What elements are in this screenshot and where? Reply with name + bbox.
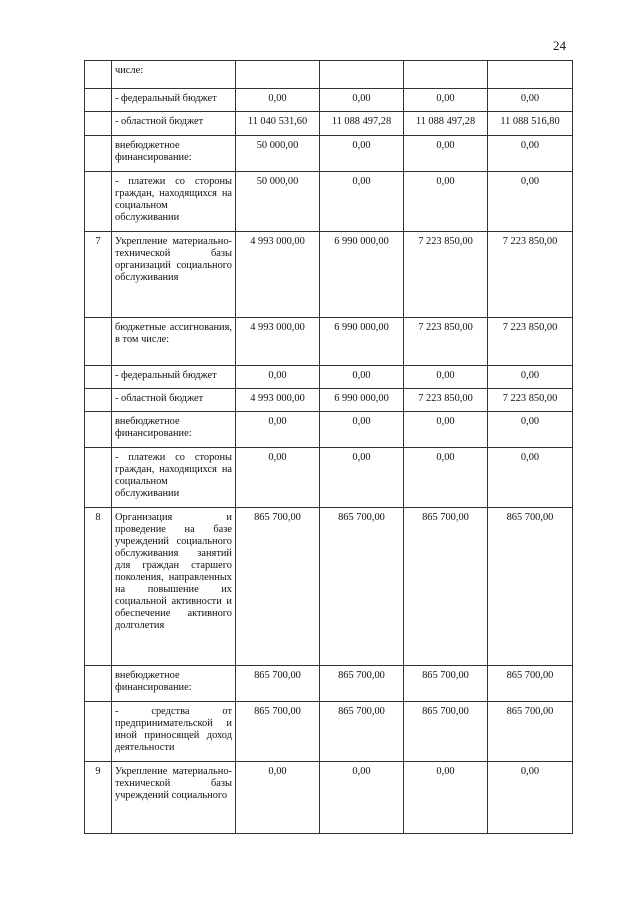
table-row bbox=[85, 112, 573, 136]
row-description: внебюджетное финансирование: bbox=[112, 666, 236, 702]
value-cell: 6 990 000,00 bbox=[320, 389, 404, 412]
table-row bbox=[85, 702, 573, 762]
value-cell: 7 223 850,00 bbox=[404, 389, 488, 412]
table-row bbox=[85, 366, 573, 389]
value-cell bbox=[404, 61, 488, 89]
table-row bbox=[85, 448, 573, 508]
value-cell: 865 700,00 bbox=[236, 702, 320, 762]
value-cell: 7 223 850,00 bbox=[488, 232, 573, 318]
row-number bbox=[85, 172, 112, 232]
row-description: Укрепление материально-технической базы организаций социального обслуживания bbox=[112, 232, 236, 318]
value-cell: 0,00 bbox=[404, 448, 488, 508]
row-description: внебюджетное финансирование: bbox=[112, 136, 236, 172]
row-description: внебюджетное финансирование: bbox=[112, 412, 236, 448]
value-cell: 0,00 bbox=[404, 366, 488, 389]
value-cell: 865 700,00 bbox=[236, 666, 320, 702]
table-row bbox=[85, 172, 573, 232]
value-cell: 0,00 bbox=[488, 172, 573, 232]
value-cell bbox=[320, 61, 404, 89]
table-row bbox=[85, 666, 573, 702]
value-cell: 7 223 850,00 bbox=[404, 318, 488, 366]
value-cell: 0,00 bbox=[404, 412, 488, 448]
value-cell: 7 223 850,00 bbox=[488, 389, 573, 412]
value-cell: 50 000,00 bbox=[236, 136, 320, 172]
value-cell: 0,00 bbox=[320, 448, 404, 508]
row-number bbox=[85, 136, 112, 172]
table-row bbox=[85, 412, 573, 448]
row-number bbox=[85, 448, 112, 508]
row-description: - федеральный бюджет bbox=[112, 89, 236, 112]
value-cell: 0,00 bbox=[320, 172, 404, 232]
value-cell: 6 990 000,00 bbox=[320, 318, 404, 366]
row-description: - областной бюджет bbox=[112, 389, 236, 412]
row-number bbox=[85, 666, 112, 702]
value-cell: 4 993 000,00 bbox=[236, 318, 320, 366]
row-number bbox=[85, 61, 112, 89]
value-cell: 865 700,00 bbox=[404, 666, 488, 702]
value-cell: 865 700,00 bbox=[488, 666, 573, 702]
value-cell: 11 088 497,28 bbox=[320, 112, 404, 136]
row-description: Организация и проведение на базе учреждений социального обслуживания занятий для граждан старшего поколения, направленных на повышение их социальной активности и обеспечение активного долголетия bbox=[112, 508, 236, 666]
value-cell: 865 700,00 bbox=[236, 508, 320, 666]
table-row bbox=[85, 762, 573, 834]
value-cell: 7 223 850,00 bbox=[404, 232, 488, 318]
budget-table bbox=[84, 60, 573, 834]
value-cell: 0,00 bbox=[320, 89, 404, 112]
value-cell: 4 993 000,00 bbox=[236, 389, 320, 412]
value-cell: 0,00 bbox=[404, 762, 488, 834]
row-description: бюджетные ассигнования, в том числе: bbox=[112, 318, 236, 366]
value-cell: 865 700,00 bbox=[320, 508, 404, 666]
value-cell: 0,00 bbox=[488, 136, 573, 172]
value-cell: 6 990 000,00 bbox=[320, 232, 404, 318]
value-cell: 0,00 bbox=[320, 366, 404, 389]
value-cell: 11 088 497,28 bbox=[404, 112, 488, 136]
value-cell: 0,00 bbox=[404, 172, 488, 232]
table-row bbox=[85, 136, 573, 172]
value-cell: 0,00 bbox=[236, 762, 320, 834]
row-number bbox=[85, 112, 112, 136]
value-cell: 865 700,00 bbox=[404, 508, 488, 666]
row-number bbox=[85, 702, 112, 762]
value-cell: 0,00 bbox=[488, 366, 573, 389]
row-number bbox=[85, 366, 112, 389]
value-cell: 0,00 bbox=[488, 89, 573, 112]
value-cell: 0,00 bbox=[236, 412, 320, 448]
value-cell: 865 700,00 bbox=[404, 702, 488, 762]
value-cell: 11 088 516,80 bbox=[488, 112, 573, 136]
value-cell: 0,00 bbox=[488, 762, 573, 834]
row-number bbox=[85, 89, 112, 112]
value-cell: 865 700,00 bbox=[320, 702, 404, 762]
value-cell: 865 700,00 bbox=[488, 702, 573, 762]
row-description: - платежи со стороны граждан, находящихся на социальном обслуживании bbox=[112, 172, 236, 232]
row-number bbox=[85, 318, 112, 366]
value-cell: 0,00 bbox=[320, 762, 404, 834]
table-row bbox=[85, 89, 573, 112]
row-number: 9 bbox=[85, 762, 112, 834]
row-description: Укрепление материально-технической базы учреждений социального bbox=[112, 762, 236, 834]
row-number bbox=[85, 412, 112, 448]
value-cell: 0,00 bbox=[236, 366, 320, 389]
value-cell: 50 000,00 bbox=[236, 172, 320, 232]
table-row bbox=[85, 232, 573, 318]
table-row bbox=[85, 508, 573, 666]
row-number: 8 bbox=[85, 508, 112, 666]
value-cell: 7 223 850,00 bbox=[488, 318, 573, 366]
row-description: - средства от предпринимательской и иной приносящей доход деятельности bbox=[112, 702, 236, 762]
value-cell bbox=[488, 61, 573, 89]
value-cell: 0,00 bbox=[320, 412, 404, 448]
row-number bbox=[85, 389, 112, 412]
value-cell: 0,00 bbox=[236, 448, 320, 508]
table-row bbox=[85, 61, 573, 89]
row-description: числе: bbox=[112, 61, 236, 89]
value-cell: 0,00 bbox=[404, 89, 488, 112]
row-description: - федеральный бюджет bbox=[112, 366, 236, 389]
page-number: 24 bbox=[553, 38, 566, 53]
value-cell: 0,00 bbox=[488, 412, 573, 448]
value-cell: 0,00 bbox=[404, 136, 488, 172]
table-row bbox=[85, 389, 573, 412]
value-cell: 4 993 000,00 bbox=[236, 232, 320, 318]
value-cell: 0,00 bbox=[488, 448, 573, 508]
value-cell: 11 040 531,60 bbox=[236, 112, 320, 136]
value-cell: 0,00 bbox=[320, 136, 404, 172]
row-number: 7 bbox=[85, 232, 112, 318]
value-cell bbox=[236, 61, 320, 89]
value-cell: 0,00 bbox=[236, 89, 320, 112]
value-cell: 865 700,00 bbox=[320, 666, 404, 702]
row-description: - платежи со стороны граждан, находящихся на социальном обслуживании bbox=[112, 448, 236, 508]
table-row bbox=[85, 318, 573, 366]
value-cell: 865 700,00 bbox=[488, 508, 573, 666]
row-description: - областной бюджет bbox=[112, 112, 236, 136]
